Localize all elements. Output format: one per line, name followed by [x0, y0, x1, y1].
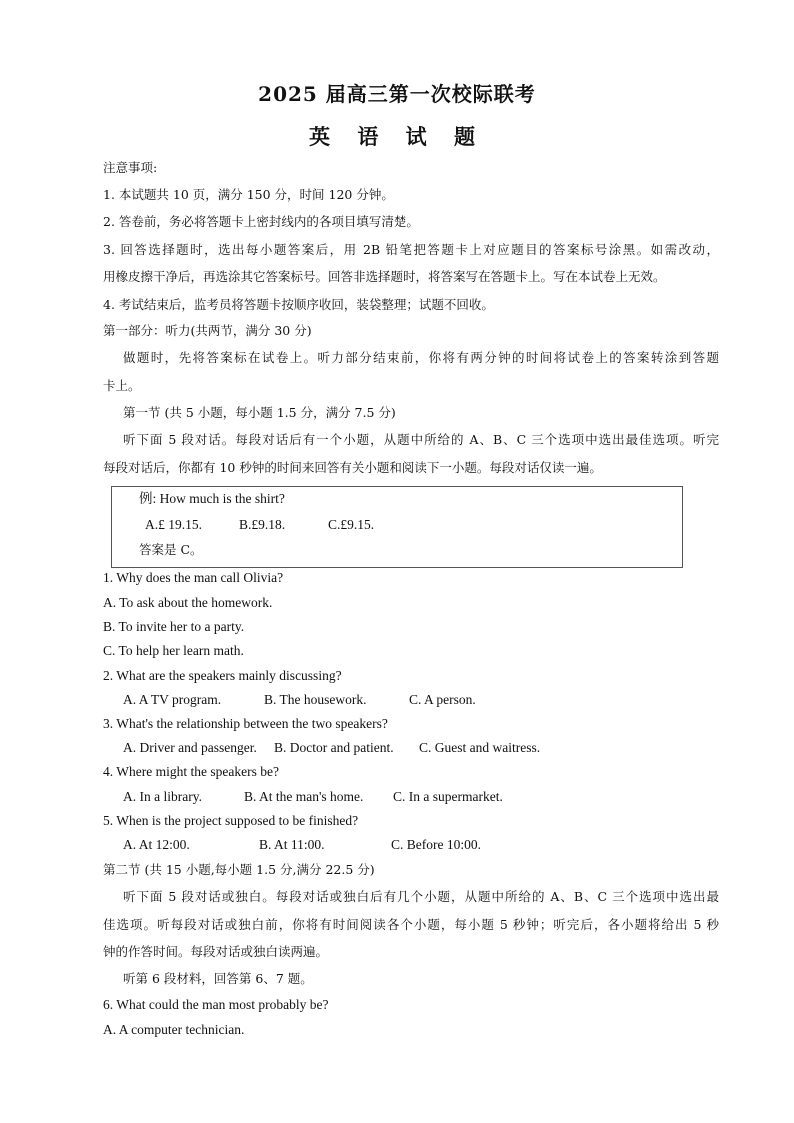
- question-3-option-a: A. Driver and passenger.: [123, 740, 257, 755]
- section2-heading: 第二节 (共 15 小题,每小题 1.5 分,满分 22.5 分): [103, 862, 375, 877]
- part1-heading: 第一部分：听力(共两节，满分 30 分): [103, 323, 312, 338]
- question-1: 1. Why does the man call Olivia?: [103, 570, 284, 585]
- question-1-option-b: B. To invite her to a party.: [103, 619, 245, 634]
- question-3-option-c: C. Guest and waitress.: [419, 740, 541, 755]
- question-4-option-b: B. At the man's home.: [244, 789, 364, 804]
- part1-instructions-line2: 卡上。: [103, 378, 141, 393]
- example-answer: 答案是 C。: [139, 542, 203, 557]
- question-2: 2. What are the speakers mainly discussing?: [103, 668, 342, 683]
- question-4-option-c: C. In a supermarket.: [393, 789, 503, 804]
- example-option-a: A.£ 19.15.: [145, 517, 202, 532]
- section2-instructions-line1: 听下面 5 段对话或独白。每段对话或独白后有几个小题，从题中所给的 A、B、C 三个选项中选出最: [123, 889, 719, 904]
- example-question: 例: How much is the shirt?: [139, 491, 285, 506]
- question-5-option-a: A. At 12:00.: [123, 837, 190, 852]
- example-option-b: B.£9.18.: [239, 517, 286, 532]
- question-3-option-b: B. Doctor and patient.: [274, 740, 394, 755]
- section1-heading: 第一节 (共 5 小题，每小题 1.5 分，满分 7.5 分): [123, 405, 396, 420]
- question-2-option-b: B. The housework.: [264, 692, 367, 707]
- exam-subject: 英 语 试 题: [309, 124, 485, 149]
- part1-instructions-line1: 做题时，先将答案标在试卷上。听力部分结束前，你将有两分钟的时间将试卷上的答案转涂到答题: [123, 350, 719, 365]
- question-5-option-c: C. Before 10:00.: [391, 837, 481, 852]
- note-4: 4. 考试结束后，监考员将答题卡按顺序收回，装袋整理；试题不回收。: [103, 297, 494, 312]
- example-option-c: C.£9.15.: [328, 517, 375, 532]
- question-1-option-c: C. To help her learn math.: [103, 643, 244, 658]
- question-5: 5. When is the project supposed to be finished?: [103, 813, 359, 828]
- question-3: 3. What's the relationship between the two speakers?: [103, 716, 388, 731]
- section2-instructions-line2: 佳选项。听每段对话或独白前，你将有时间阅读各个小题，每小题 5 秒钟；听完后，各小题将给出 5 秒: [103, 917, 719, 932]
- question-1-option-a: A. To ask about the homework.: [103, 595, 273, 610]
- question-2-option-a: A. A TV program.: [123, 692, 222, 707]
- notes-heading: 注意事项:: [103, 160, 158, 175]
- question-2-option-c: C. A person.: [409, 692, 476, 707]
- section2-instructions-line3: 钟的作答时间。每段对话或独白读两遍。: [103, 944, 329, 959]
- section1-instructions-line2: 每段对话后，你都有 10 秒钟的时间来回答有关小题和阅读下一小题。每段对话仅读一遍。: [103, 460, 602, 475]
- question-5-option-b: B. At 11:00.: [259, 837, 325, 852]
- note-1: 1. 本试题共 10 页，满分 150 分，时间 120 分钟。: [103, 187, 394, 202]
- material-6-heading: 听第 6 段材料，回答第 6、7 题。: [123, 971, 313, 986]
- question-4: 4. Where might the speakers be?: [103, 764, 279, 779]
- note-3-line1: 3. 回答选择题时，选出每小题答案后，用 2B 铅笔把答题卡上对应题目的答案标号涂黑。如需改动，: [103, 242, 719, 257]
- question-6-option-a: A. A computer technician.: [103, 1022, 245, 1037]
- question-4-option-a: A. In a library.: [123, 789, 202, 804]
- note-3-line2: 用橡皮擦干净后，再选涂其它答案标号。回答非选择题时，将答案写在答题卡上。写在本试卷上无效。: [103, 269, 666, 284]
- section1-instructions-line1: 听下面 5 段对话。每段对话后有一个小题，从题中所给的 A、B、C 三个选项中选出最佳选项。听完: [123, 432, 719, 447]
- question-6: 6. What could the man most probably be?: [103, 997, 329, 1012]
- note-2: 2. 答卷前，务必将答题卡上密封线内的各项目填写清楚。: [103, 214, 419, 229]
- exam-title: 2025 届高三第一次校际联考: [258, 82, 536, 106]
